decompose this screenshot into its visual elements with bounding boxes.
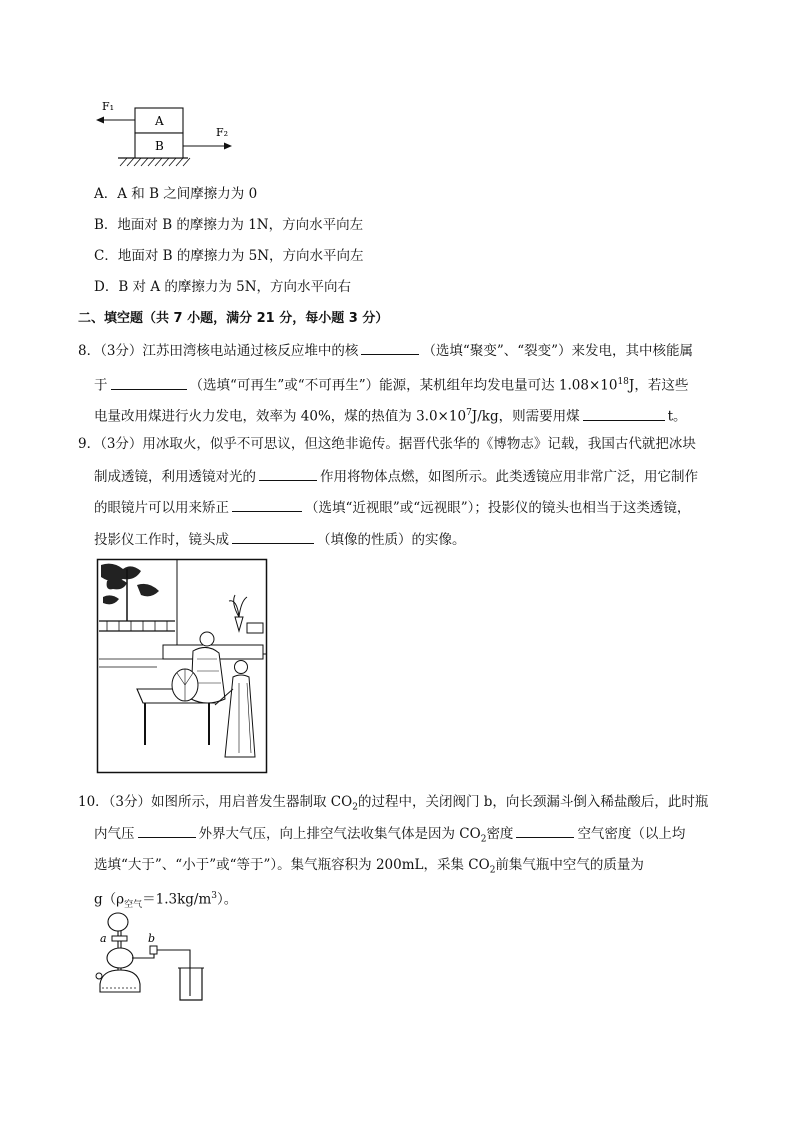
q9-line-4 bbox=[94, 529, 466, 550]
q9-text-3a: 的眼镜片可以用来矫正 bbox=[94, 500, 229, 516]
q10-line-4 bbox=[94, 886, 237, 915]
q9-text-2b: 作用将物体点燃，如图所示。此类透镜应用非常广泛，用它制作 bbox=[320, 469, 698, 485]
q8-text-3a: 电量改用煤进行火力发电，效率为 40%，煤的热值为 3.0×10 bbox=[94, 408, 467, 425]
option-b: B．地面对 B 的摩擦力为 1N，方向水平向左 bbox=[94, 217, 364, 233]
q8-text-2a: 于 bbox=[94, 377, 108, 394]
q10-text-3b: 前集气瓶中空气的质量为 bbox=[495, 857, 644, 873]
q8-text-3b: J/kg，则需要用煤 bbox=[471, 408, 580, 425]
option-c: C．地面对 B 的摩擦力为 5N，方向水平向左 bbox=[94, 248, 364, 264]
q10-line-3 bbox=[94, 855, 644, 881]
q10-text-2c: 密度 bbox=[486, 826, 514, 842]
ancient-scene-illustration bbox=[97, 559, 267, 773]
q10-text-2a: 内气压 bbox=[94, 826, 135, 842]
q10-text-4b: ＝1.3kg/m bbox=[142, 891, 212, 908]
q8-blank-2[interactable] bbox=[111, 375, 187, 390]
q10-text-1a: 10．（3分）如图所示，用启普发生器制取 CO bbox=[78, 794, 353, 810]
q10-blank-2[interactable] bbox=[516, 823, 574, 838]
q10-text-3a: 选填“大于”、“小于”或“等于”）。集气瓶容积为 200mL，采集 CO bbox=[94, 857, 490, 873]
q8-text-1b: （选填“聚变”、“裂变”）来发电，其中核能属 bbox=[422, 343, 694, 359]
q10-text-2d: 空气密度（以上均 bbox=[577, 826, 686, 842]
kipp-label-b: b bbox=[148, 932, 156, 945]
q10-sub-3: 2 bbox=[489, 865, 496, 876]
q8-line-3 bbox=[94, 403, 687, 427]
q10-text-4a: g（ρ bbox=[94, 891, 125, 908]
q8-text-2c: J，若这些 bbox=[628, 377, 689, 394]
label-f1: F₁ bbox=[102, 100, 115, 113]
q10-sub-2: 2 bbox=[480, 834, 487, 845]
q8-line-1 bbox=[78, 340, 693, 361]
q9-text-4b: （填像的性质）的实像。 bbox=[317, 532, 466, 548]
label-f2: F₂ bbox=[216, 126, 229, 139]
q8-text-2b: （选填“可再生”或“不可再生”）能源，某机组年均发电量可达 1.08×10 bbox=[189, 377, 618, 394]
blocks-force-figure bbox=[94, 96, 244, 176]
q10-line-2 bbox=[94, 823, 685, 850]
q10-text-2b: 外界大气压，向上排空气法收集气体是因为 CO bbox=[198, 826, 481, 842]
q8-line-2 bbox=[94, 372, 688, 396]
q10-sub-4: 空气 bbox=[124, 900, 143, 911]
q9-blank-1[interactable] bbox=[259, 466, 317, 481]
q9-blank-2[interactable] bbox=[232, 497, 302, 512]
q10-text-1b: 的过程中，关闭阀门 b，向长颈漏斗倒入稀盐酸后，此时瓶 bbox=[357, 794, 709, 810]
label-a: A bbox=[155, 114, 164, 128]
q9-text-3b: （选填“近视眼”或“远视眼”）；投影仪的镜头也相当于这类透镜， bbox=[305, 500, 691, 516]
q10-blank-1[interactable] bbox=[138, 823, 196, 838]
q9-line-2 bbox=[94, 466, 698, 487]
q9-line-1: 9．（3分）用冰取火，似乎不可思议，但这绝非诡传。据晋代张华的《博物志》记载，我国古代就把冰块 bbox=[78, 436, 696, 452]
q9-text-2a: 制成透镜，利用透镜对光的 bbox=[94, 469, 256, 485]
q9-blank-3[interactable] bbox=[232, 529, 314, 544]
q8-text-1a: 8．（3分）江苏田湾核电站通过核反应堆中的核 bbox=[78, 343, 359, 359]
kipp-label-a: a bbox=[100, 932, 107, 945]
section-title: 二、填空题（共 7 小题，满分 21 分，每小题 3 分） bbox=[78, 311, 389, 326]
option-a: A．A 和 B 之间摩擦力为 0 bbox=[94, 186, 258, 202]
q8-sup-2: 18 bbox=[617, 377, 629, 387]
q10-sup-4: 3 bbox=[211, 891, 217, 901]
q10-text-4c: ）。 bbox=[217, 891, 238, 908]
q10-sub-1: 2 bbox=[352, 802, 358, 813]
q10-line-1 bbox=[78, 792, 708, 818]
q8-sup-3: 7 bbox=[466, 408, 472, 418]
q9-line-3 bbox=[94, 497, 690, 518]
q9-text-4a: 投影仪工作时，镜头成 bbox=[94, 532, 229, 548]
kipp-generator-figure bbox=[96, 912, 216, 1004]
q8-blank-3[interactable] bbox=[583, 406, 665, 421]
q8-text-3c: t。 bbox=[667, 408, 687, 425]
option-d: D．B 对 A 的摩擦力为 5N，方向水平向右 bbox=[94, 279, 352, 295]
q8-blank-1[interactable] bbox=[361, 340, 419, 355]
label-b: B bbox=[155, 139, 164, 153]
